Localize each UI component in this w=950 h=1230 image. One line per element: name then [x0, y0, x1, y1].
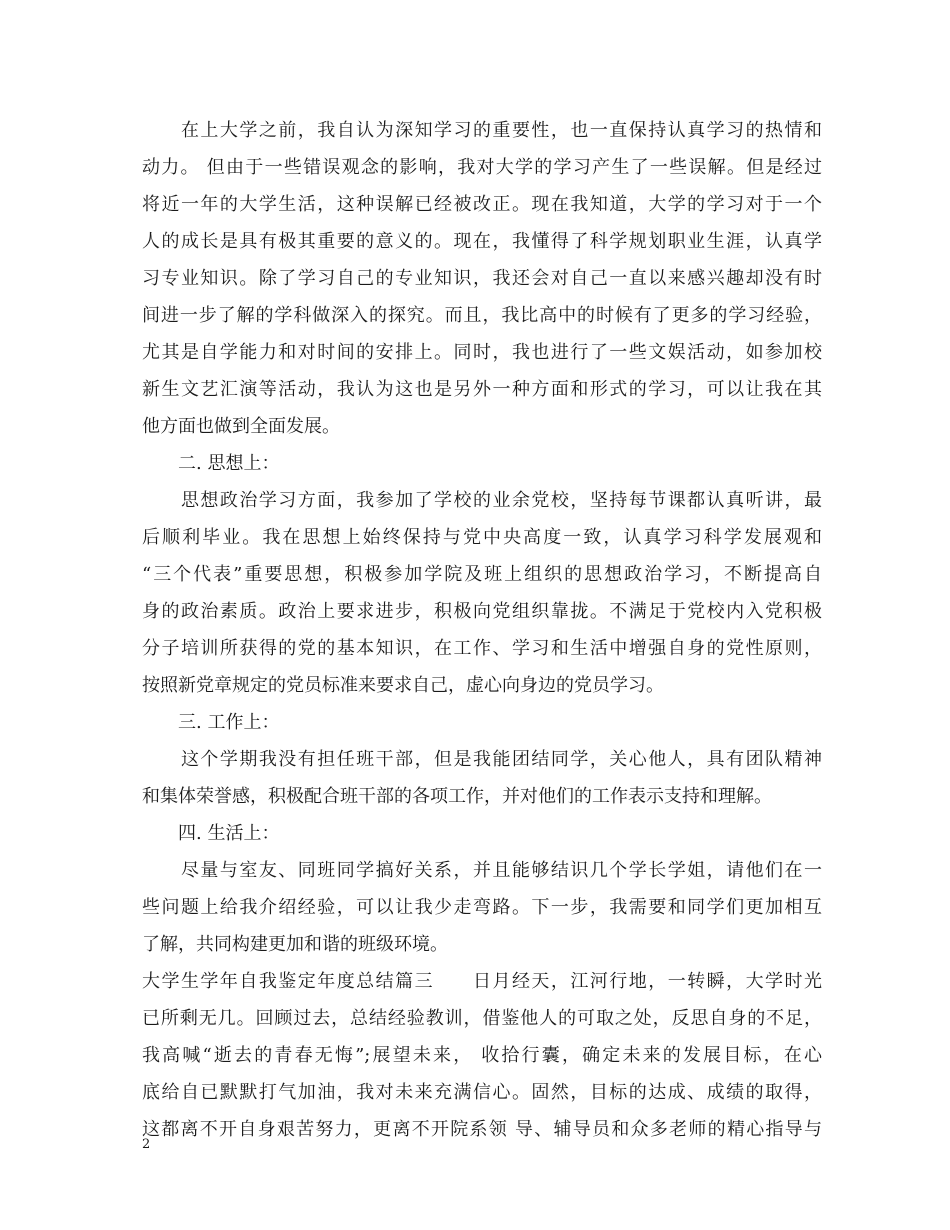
- document-body: [142, 112, 822, 1148]
- text-line: 三. 工作上：: [142, 712, 280, 733]
- text-line: “三个代表”重要思想，积极参加学院及班上组织的思想政治学习，不断提高自: [142, 564, 822, 585]
- text-line: 这个学期我没有担任班干部，但是我能团结同学，关心他人，具有团队精神: [142, 749, 822, 770]
- text-line: 按照新党章规定的党员标准来要求自己，虚心向身边的党员学习。: [142, 675, 664, 696]
- text-line: 了解，共同构建更加和谐的班级环境。: [142, 934, 448, 955]
- text-line: 在上大学之前，我自认为深知学习的重要性，也一直保持认真学习的热情和: [142, 120, 822, 141]
- text-line: 尽量与室友、同班同学搞好关系，并且能够结识几个学长学姐，请他们在一: [142, 860, 822, 881]
- text-line: 他方面也做到全面发展。: [142, 416, 340, 437]
- text-line: 分子培训所获得的党的基本知识，在工作、学习和生活中增强自身的党性原则，: [142, 638, 822, 659]
- text-line: 我高喊“逝去的青春无悔”;展望未来， 收拾行囊，确定未来的发展目标，在心: [142, 1045, 822, 1066]
- text-line: 后顺利毕业。我在思想上始终保持与党中央高度一致，认真学习科学发展观和: [142, 527, 822, 548]
- text-line: 人的成长是具有极其重要的意义的。现在，我懂得了科学规划职业生涯，认真学: [142, 231, 822, 252]
- text-line: 和集体荣誉感，积极配合班干部的各项工作，并对他们的工作表示支持和理解。: [142, 786, 772, 807]
- text-line: 底给自已默默打气加油，我对未来充满信心。固然，目标的达成、成绩的取得，: [142, 1082, 822, 1103]
- text-line: 身的政治素质。政治上要求进步，积极向党组织靠拢。不满足于党校内入党积极: [142, 601, 822, 622]
- text-line: 思想政治学习方面，我参加了学校的业余党校，坚持每节课都认真听讲，最: [142, 490, 822, 511]
- page-number: 2: [142, 1137, 151, 1152]
- text-line: 将近一年的大学生活，这种误解已经被改正。现在我知道，大学的学习对于一个: [142, 194, 822, 215]
- text-line: 二. 思想上：: [142, 453, 280, 474]
- text-line: 间进一步了解的学科做深入的探究。而且，我比高中的时候有了更多的学习经验，: [142, 305, 822, 326]
- text-line: 些问题上给我介绍经验，可以让我少走弯路。下一步，我需要和同学们更加相互: [142, 897, 822, 918]
- text-line: 新生文艺汇演等活动，我认为这也是另外一种方面和形式的学习，可以让我在其: [142, 379, 822, 400]
- text-line: 动力。 但由于一些错误观念的影响，我对大学的学习产生了一些误解。但是经过: [142, 157, 822, 178]
- text-line: 习专业知识。除了学习自己的专业知识，我还会对自己一直以来感兴趣却没有时: [142, 268, 822, 289]
- text-line: 四. 生活上：: [142, 823, 280, 844]
- text-line: 这都离不开自身艰苦努力，更离不开院系领 导、辅导员和众多老师的精心指导与: [142, 1119, 822, 1140]
- text-line: 已所剩无几。回顾过去，总结经验教训，借鉴他人的可取之处，反思自身的不足，: [142, 1008, 822, 1029]
- text-line: 尤其是自学能力和对时间的安排上。同时，我也进行了一些文娱活动，如参加校: [142, 342, 822, 363]
- text-line: 大学生学年自我鉴定年度总结篇三 日月经天，江河行地，一转瞬，大学时光: [142, 971, 822, 992]
